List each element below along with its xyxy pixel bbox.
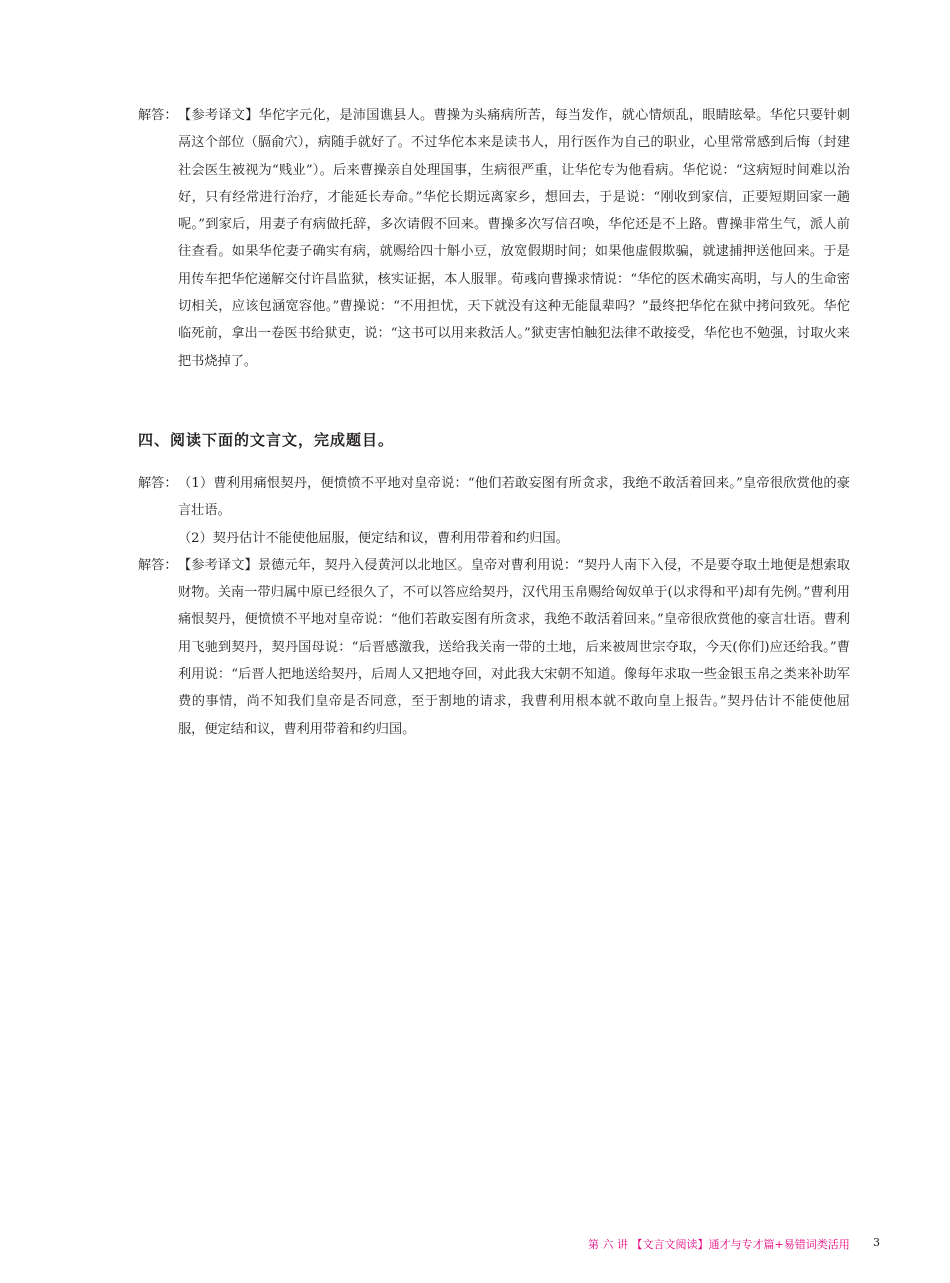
footer-title: 【文言文阅读】通才与专才篇+易错词类活用: [631, 1238, 850, 1251]
section3-answer: [138, 102, 850, 375]
answer-text: 【参考译文】华佗字元化，是沛国谯县人。曹操为头痛病所苦，每当发作，就心情烦乱，眼睛眩晕。华佗只要针刺鬲这个部位（膈俞穴），病随手就好了。不过华佗本来是读书人，用行医作为自己的职业，心里常常感到后悔（封建社会医生被视为“贱业”）。后来曹操亲自处理国事，生病很严重，让华佗专为他看病。华佗说：“这病短时间难以治好，只有经常进行治疗，才能延长寿命。”华佗长期远离家乡，想回去，于是说：“刚收到家信，正要短期回家一趟呢。”到家后，用妻子有病做托辞，多次请假不回来。曹操多次写信召唤，华佗还是不上路。曹操非常生气，派人前往查看。如果华佗妻子确实有病，就赐给四十斛小豆，放宽假期时间；如果他虚假欺骗，就逮捕押送他回来。于是用传车把华佗递解交付许昌监狱，核实证据，本人服罪。荀彧向曹操求情说：“华佗的医术确实高明，与人的生命密切相关，应该包涵宽容他。”曹操说：“不用担忧，天下就没有这种无能鼠辈吗？”最终把华佗在狱中拷问致死。华佗临死前，拿出一卷医书给狱吏，说：“这书可以用来救活人。”狱吏害怕触犯法律不敢接受，华佗也不勉强，讨取火来把书烧掉了。: [178, 108, 850, 369]
footer-lecture-title: [588, 1236, 850, 1252]
answer-label: 解答：: [138, 557, 178, 573]
answer-item: [138, 102, 850, 375]
answer-item: [138, 552, 850, 743]
answer-part-1: （1）曹利用痛恨契丹，便愤愤不平地对皇帝说：“他们若敢妄图有所贪求，我绝不敢活着回来。”皇帝很欣赏他的豪言壮语。: [178, 476, 850, 519]
section4-answers: [138, 470, 850, 743]
page-number: 3: [873, 1236, 880, 1249]
answer-text: 【参考译文】景德元年，契丹入侵黄河以北地区。皇帝对曹利用说：“契丹人南下入侵，不是要夺取土地便是想索取财物。关南一带归属中原已经很久了，不可以答应给契丹，汉代用玉帛赐给匈奴单于(以求得和平)却有先例。”曹利用痛恨契丹，便愤愤不平地对皇帝说：“他们若敢妄图有所贪求，我绝不敢活着回来。”皇帝很欣赏他的豪言壮语。曹利用飞驰到契丹，契丹国母说：“后晋感激我，送给我关南一带的土地，后来被周世宗夺取，今天(你们)应还给我。”曹利用说：“后晋人把地送给契丹，后周人又把地夺回，对此我大宋朝不知道。像每年求取一些金银玉帛之类来补助军费的事情，尚不知我们皇帝是否同意，至于割地的请求，我曹利用根本就不敢向皇上报告。”契丹估计不能使他屈服，便定结和议，曹利用带着和约归国。: [178, 557, 850, 737]
answer-label: 解答：: [138, 108, 178, 123]
answer-item: [138, 470, 850, 552]
section4-heading: 四、阅读下面的文言文，完成题目。: [138, 431, 395, 449]
footer-lecture: 第 六 讲: [588, 1238, 628, 1251]
answer-label: 解答：: [138, 476, 178, 491]
answer-part-2: （2）契丹估计不能使他屈服，便定结和议，曹利用带着和约归国。: [178, 530, 569, 546]
